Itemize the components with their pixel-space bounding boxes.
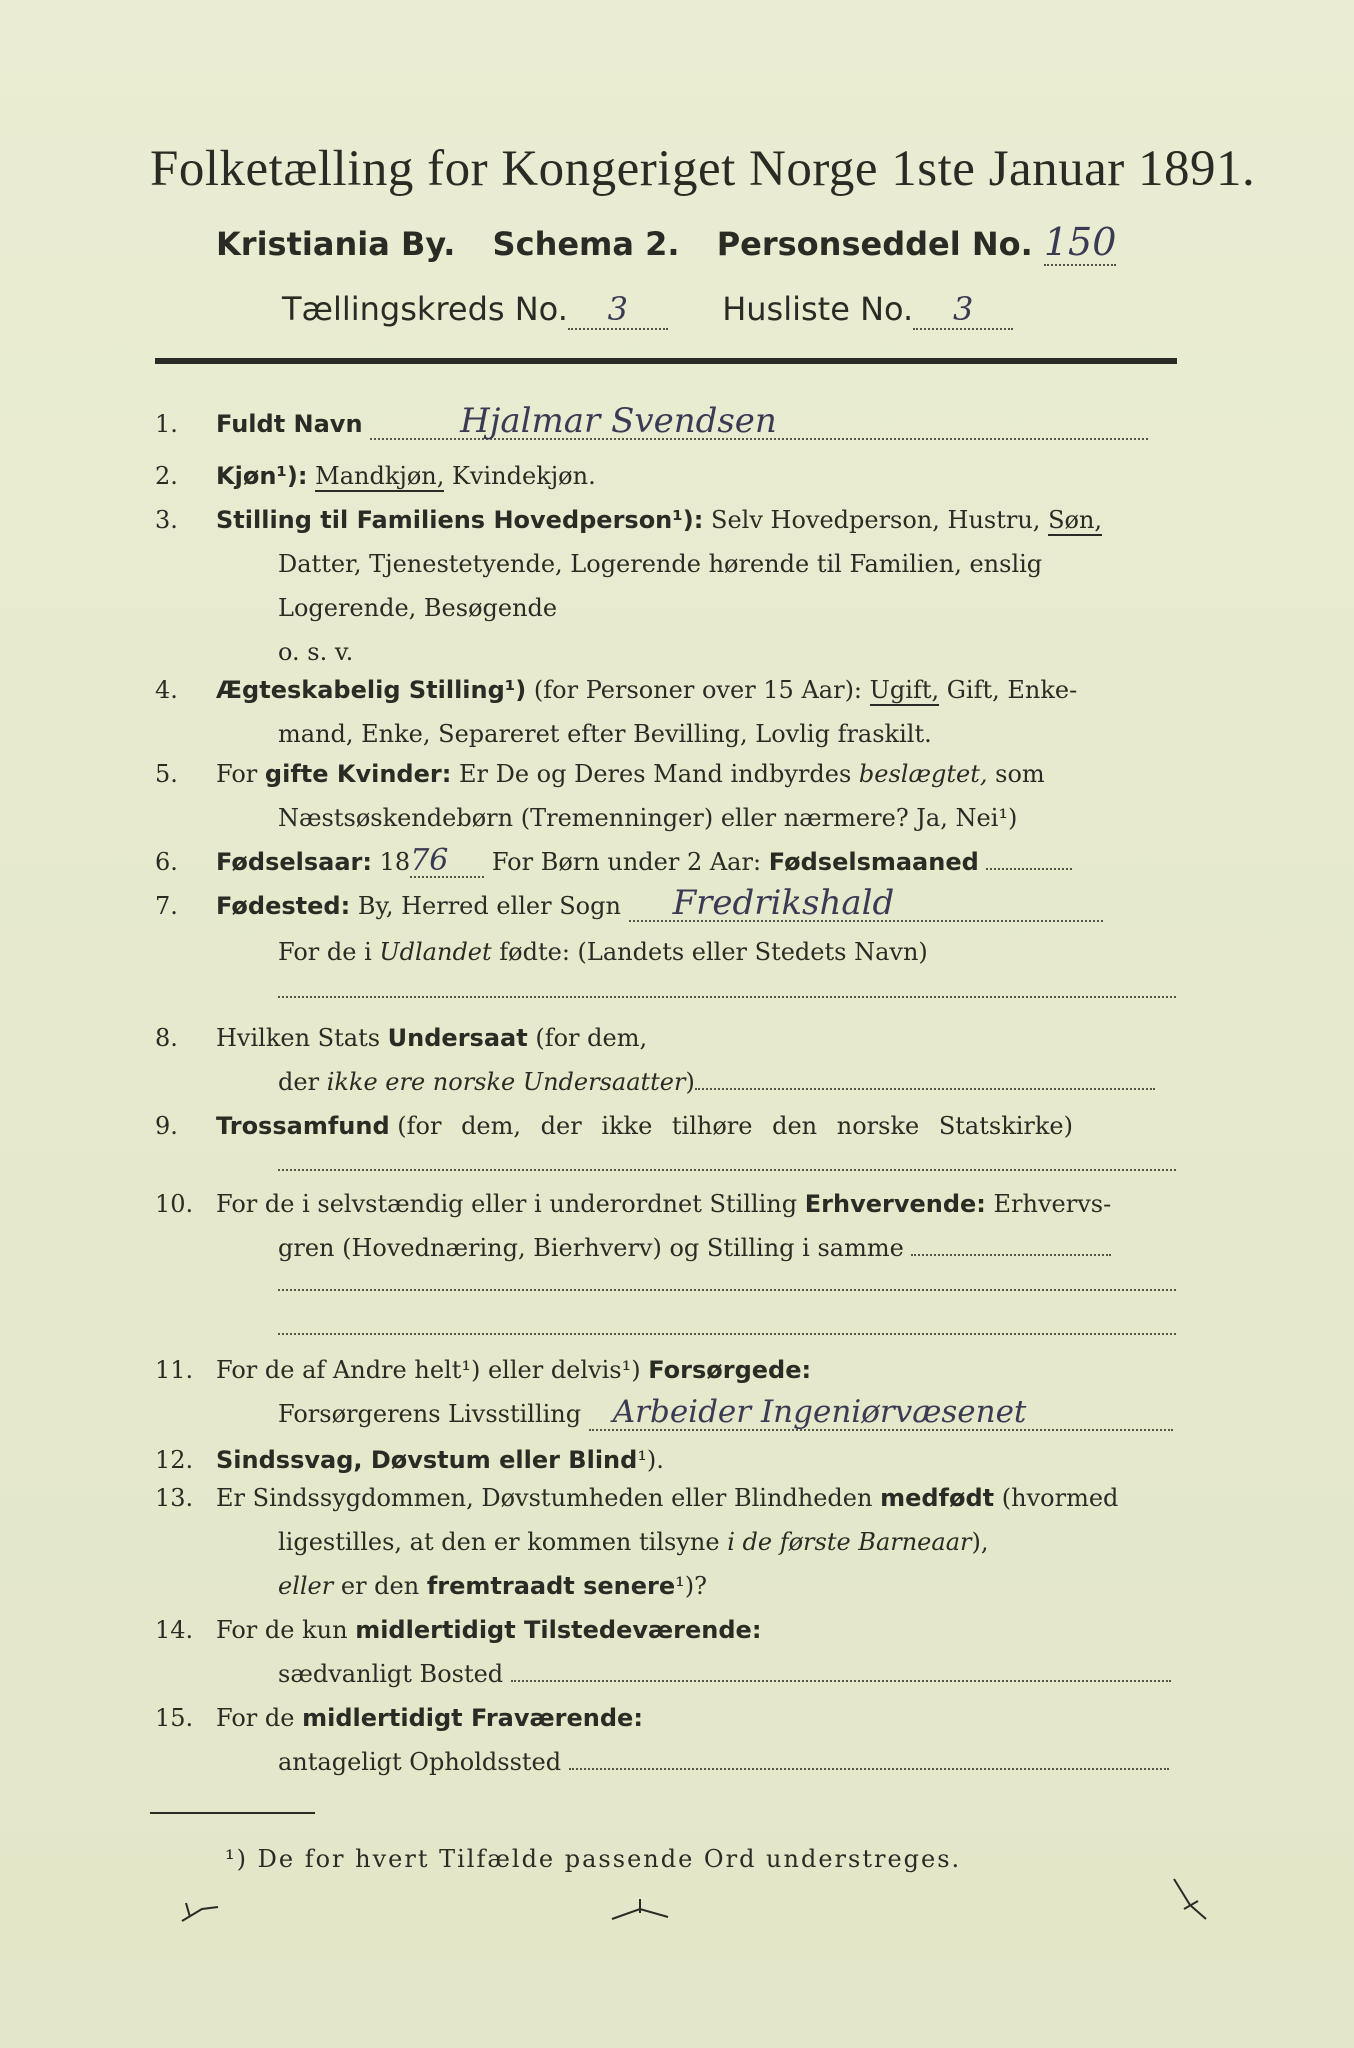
- sex-option-female: Kvindekjøn.: [452, 462, 596, 490]
- birth-month-note: For Børn under 2 Aar:: [491, 848, 762, 876]
- marital-status-unmarried: Ugift,: [869, 676, 940, 704]
- temporary-present-pre: For de kun: [216, 1616, 348, 1644]
- birthplace-label: Fødested:: [216, 892, 351, 920]
- probable-residence-fill-line: [569, 1768, 1169, 1770]
- marital-status-line2: mand, Enke, Separeret efter Bevilling, Lovlig fraskilt.: [278, 720, 932, 748]
- occupation-label: Erhvervende:: [804, 1190, 986, 1218]
- usual-residence-fill-line: [511, 1680, 1171, 1682]
- religion-fill-line: [278, 1168, 1176, 1171]
- occupation-fill-line-1: [911, 1254, 1111, 1256]
- citizenship-label: Undersaat: [387, 1024, 528, 1052]
- occupation-fill-line-2: [278, 1288, 1176, 1291]
- family-position-line4: o. s. v.: [278, 638, 354, 666]
- family-position-son: Søn,: [1048, 506, 1103, 534]
- birthplace-note: By, Herred eller Sogn: [357, 892, 621, 920]
- item-number: 15.: [155, 1704, 194, 1732]
- family-position-label: Stilling til Familiens Hovedperson¹):: [216, 506, 704, 534]
- city-label: Kristiania By.: [216, 225, 456, 263]
- citizenship-note: (for dem,: [535, 1024, 648, 1052]
- family-position-options: Selv Hovedperson, Hustru,: [711, 506, 1041, 534]
- citizenship-line2-pre: der: [278, 1068, 320, 1096]
- religion-note: (for dem, der ikke tilhøre den norske Statskirke): [397, 1112, 1073, 1140]
- birth-month-label: Fødselsmaaned: [768, 848, 979, 876]
- abroad-note: fødte: (Landets eller Stedets Navn): [499, 938, 928, 966]
- footnote: ¹) De for hvert Tilfælde passende Ord understreges.: [225, 1845, 962, 1873]
- schema-label: Schema 2.: [492, 225, 680, 263]
- birth-year-value: 76: [410, 846, 484, 878]
- header-rule: [155, 358, 1177, 364]
- marital-status-note: (for Personer over 15 Aar):: [533, 676, 863, 704]
- temporary-absent-pre: For de: [216, 1704, 295, 1732]
- personseddel-number: 150: [1043, 220, 1117, 264]
- item-number: 8.: [155, 1024, 178, 1052]
- family-position-line3: Logerende, Besøgende: [278, 594, 558, 622]
- item-number: 11.: [155, 1356, 194, 1384]
- married-women-question: Er De og Deres Mand indbyrdes: [458, 760, 852, 788]
- onset-line3-close: ¹)?: [675, 1572, 708, 1600]
- provider-occupation-label: Forsørgerens Livsstilling: [278, 1400, 582, 1428]
- citizenship-line2-italic: ikke ere norske Undersaatter: [326, 1068, 686, 1096]
- citizenship-line2-close: ): [685, 1068, 695, 1096]
- citizenship-fill-line: [695, 1088, 1155, 1090]
- married-women-label: gifte Kvinder:: [264, 760, 452, 788]
- item-number: 9.: [155, 1112, 178, 1140]
- registration-mark-left: [180, 1895, 220, 1925]
- sex-label: Kjøn¹):: [216, 462, 308, 490]
- onset-childhood: i de første Barneaar: [727, 1528, 972, 1556]
- item-number: 5.: [155, 760, 178, 788]
- registration-mark-right: [1170, 1875, 1210, 1925]
- personseddel-label: Personseddel No.: [716, 225, 1033, 263]
- birth-year-prefix: 18: [379, 848, 411, 876]
- married-women-tail: som: [995, 760, 1045, 788]
- birth-month-line: [986, 868, 1072, 870]
- full-name-value: Hjalmar Svendsen: [370, 404, 1148, 440]
- district-line: [282, 290, 1013, 330]
- onset-line2-close: ),: [971, 1528, 989, 1556]
- onset-later: fremtraadt senere: [426, 1572, 676, 1600]
- occupation-tail: Erhvervs-: [993, 1190, 1112, 1218]
- married-women-pre: For: [216, 760, 258, 788]
- form-title: Folketælling for Kongeriget Norge 1ste Januar 1891.: [150, 141, 1256, 197]
- item-number: 12.: [155, 1446, 194, 1474]
- provider-occupation-value: Arbeider Ingeniørvæsenet: [589, 1395, 1173, 1431]
- onset-congenital: medfødt: [880, 1484, 995, 1512]
- abroad-pre: For de i: [278, 938, 372, 966]
- marital-status-options: Gift, Enke-: [946, 676, 1078, 704]
- family-position-line2: Datter, Tjenestetyende, Logerende hørende til Familien, enslig: [278, 550, 1043, 578]
- item-number: 7.: [155, 892, 178, 920]
- footnote-rule: [150, 1812, 315, 1814]
- kreds-number: 3: [568, 290, 668, 330]
- item-number: 2.: [155, 462, 178, 490]
- marital-status-label: Ægteskabelig Stilling¹): [216, 676, 527, 704]
- item-number: 3.: [155, 506, 178, 534]
- abroad-fill-line: [278, 995, 1176, 998]
- item-number: 10.: [155, 1190, 194, 1218]
- registration-mark-center: [610, 1895, 670, 1925]
- birth-year-label: Fødselsaar:: [216, 848, 372, 876]
- sex-option-male: Mandkjøn,: [315, 462, 445, 490]
- dependents-label: Forsørgede:: [648, 1356, 812, 1384]
- disability-suffix: ¹).: [637, 1446, 664, 1474]
- onset-line2: ligestilles, at den er kommen tilsyne: [278, 1528, 720, 1556]
- temporary-absent-label: midlertidigt Fraværende:: [302, 1704, 643, 1732]
- husliste-number: 3: [913, 290, 1013, 330]
- disability-label: Sindssvag, Døvstum eller Blind: [216, 1446, 638, 1474]
- temporary-present-label: midlertidigt Tilstedeværende:: [355, 1616, 762, 1644]
- dependents-pre: For de af Andre helt¹) eller delvis¹): [216, 1356, 641, 1384]
- religion-label: Trossamfund: [216, 1112, 390, 1140]
- onset-question: Er Sindssygdommen, Døvstumheden eller Blindheden: [216, 1484, 873, 1512]
- onset-line3: er den: [340, 1572, 420, 1600]
- item-number: 4.: [155, 676, 178, 704]
- kreds-label: Tællingskreds No.: [282, 290, 568, 328]
- citizenship-pre: Hvilken Stats: [216, 1024, 381, 1052]
- married-women-related: beslægtet,: [858, 760, 988, 788]
- onset-tail: (hvormed: [1001, 1484, 1119, 1512]
- item-number: 1.: [155, 410, 178, 438]
- onset-or: eller: [278, 1572, 334, 1600]
- usual-residence-label: sædvanligt Bosted: [278, 1660, 504, 1688]
- occupation-line2: gren (Hovednæring, Bierhverv) og Stilling i samme: [278, 1234, 904, 1262]
- occupation-fill-line-3: [278, 1332, 1176, 1335]
- abroad-word: Udlandet: [379, 938, 492, 966]
- item-number: 6.: [155, 848, 178, 876]
- form-subtitle: [216, 220, 1116, 266]
- item-number: 13.: [155, 1484, 194, 1512]
- married-women-line2: Næstsøskendebørn (Tremenninger) eller nærmere? Ja, Nei¹): [278, 804, 1018, 832]
- husliste-label: Husliste No.: [722, 290, 914, 328]
- probable-residence-label: antageligt Opholdssted: [278, 1748, 562, 1776]
- occupation-pre: For de i selvstændig eller i underordnet Stilling: [216, 1190, 798, 1218]
- birthplace-value: Fredrikshald: [629, 886, 1103, 922]
- full-name-label: Fuldt Navn: [216, 410, 363, 438]
- item-number: 14.: [155, 1616, 194, 1644]
